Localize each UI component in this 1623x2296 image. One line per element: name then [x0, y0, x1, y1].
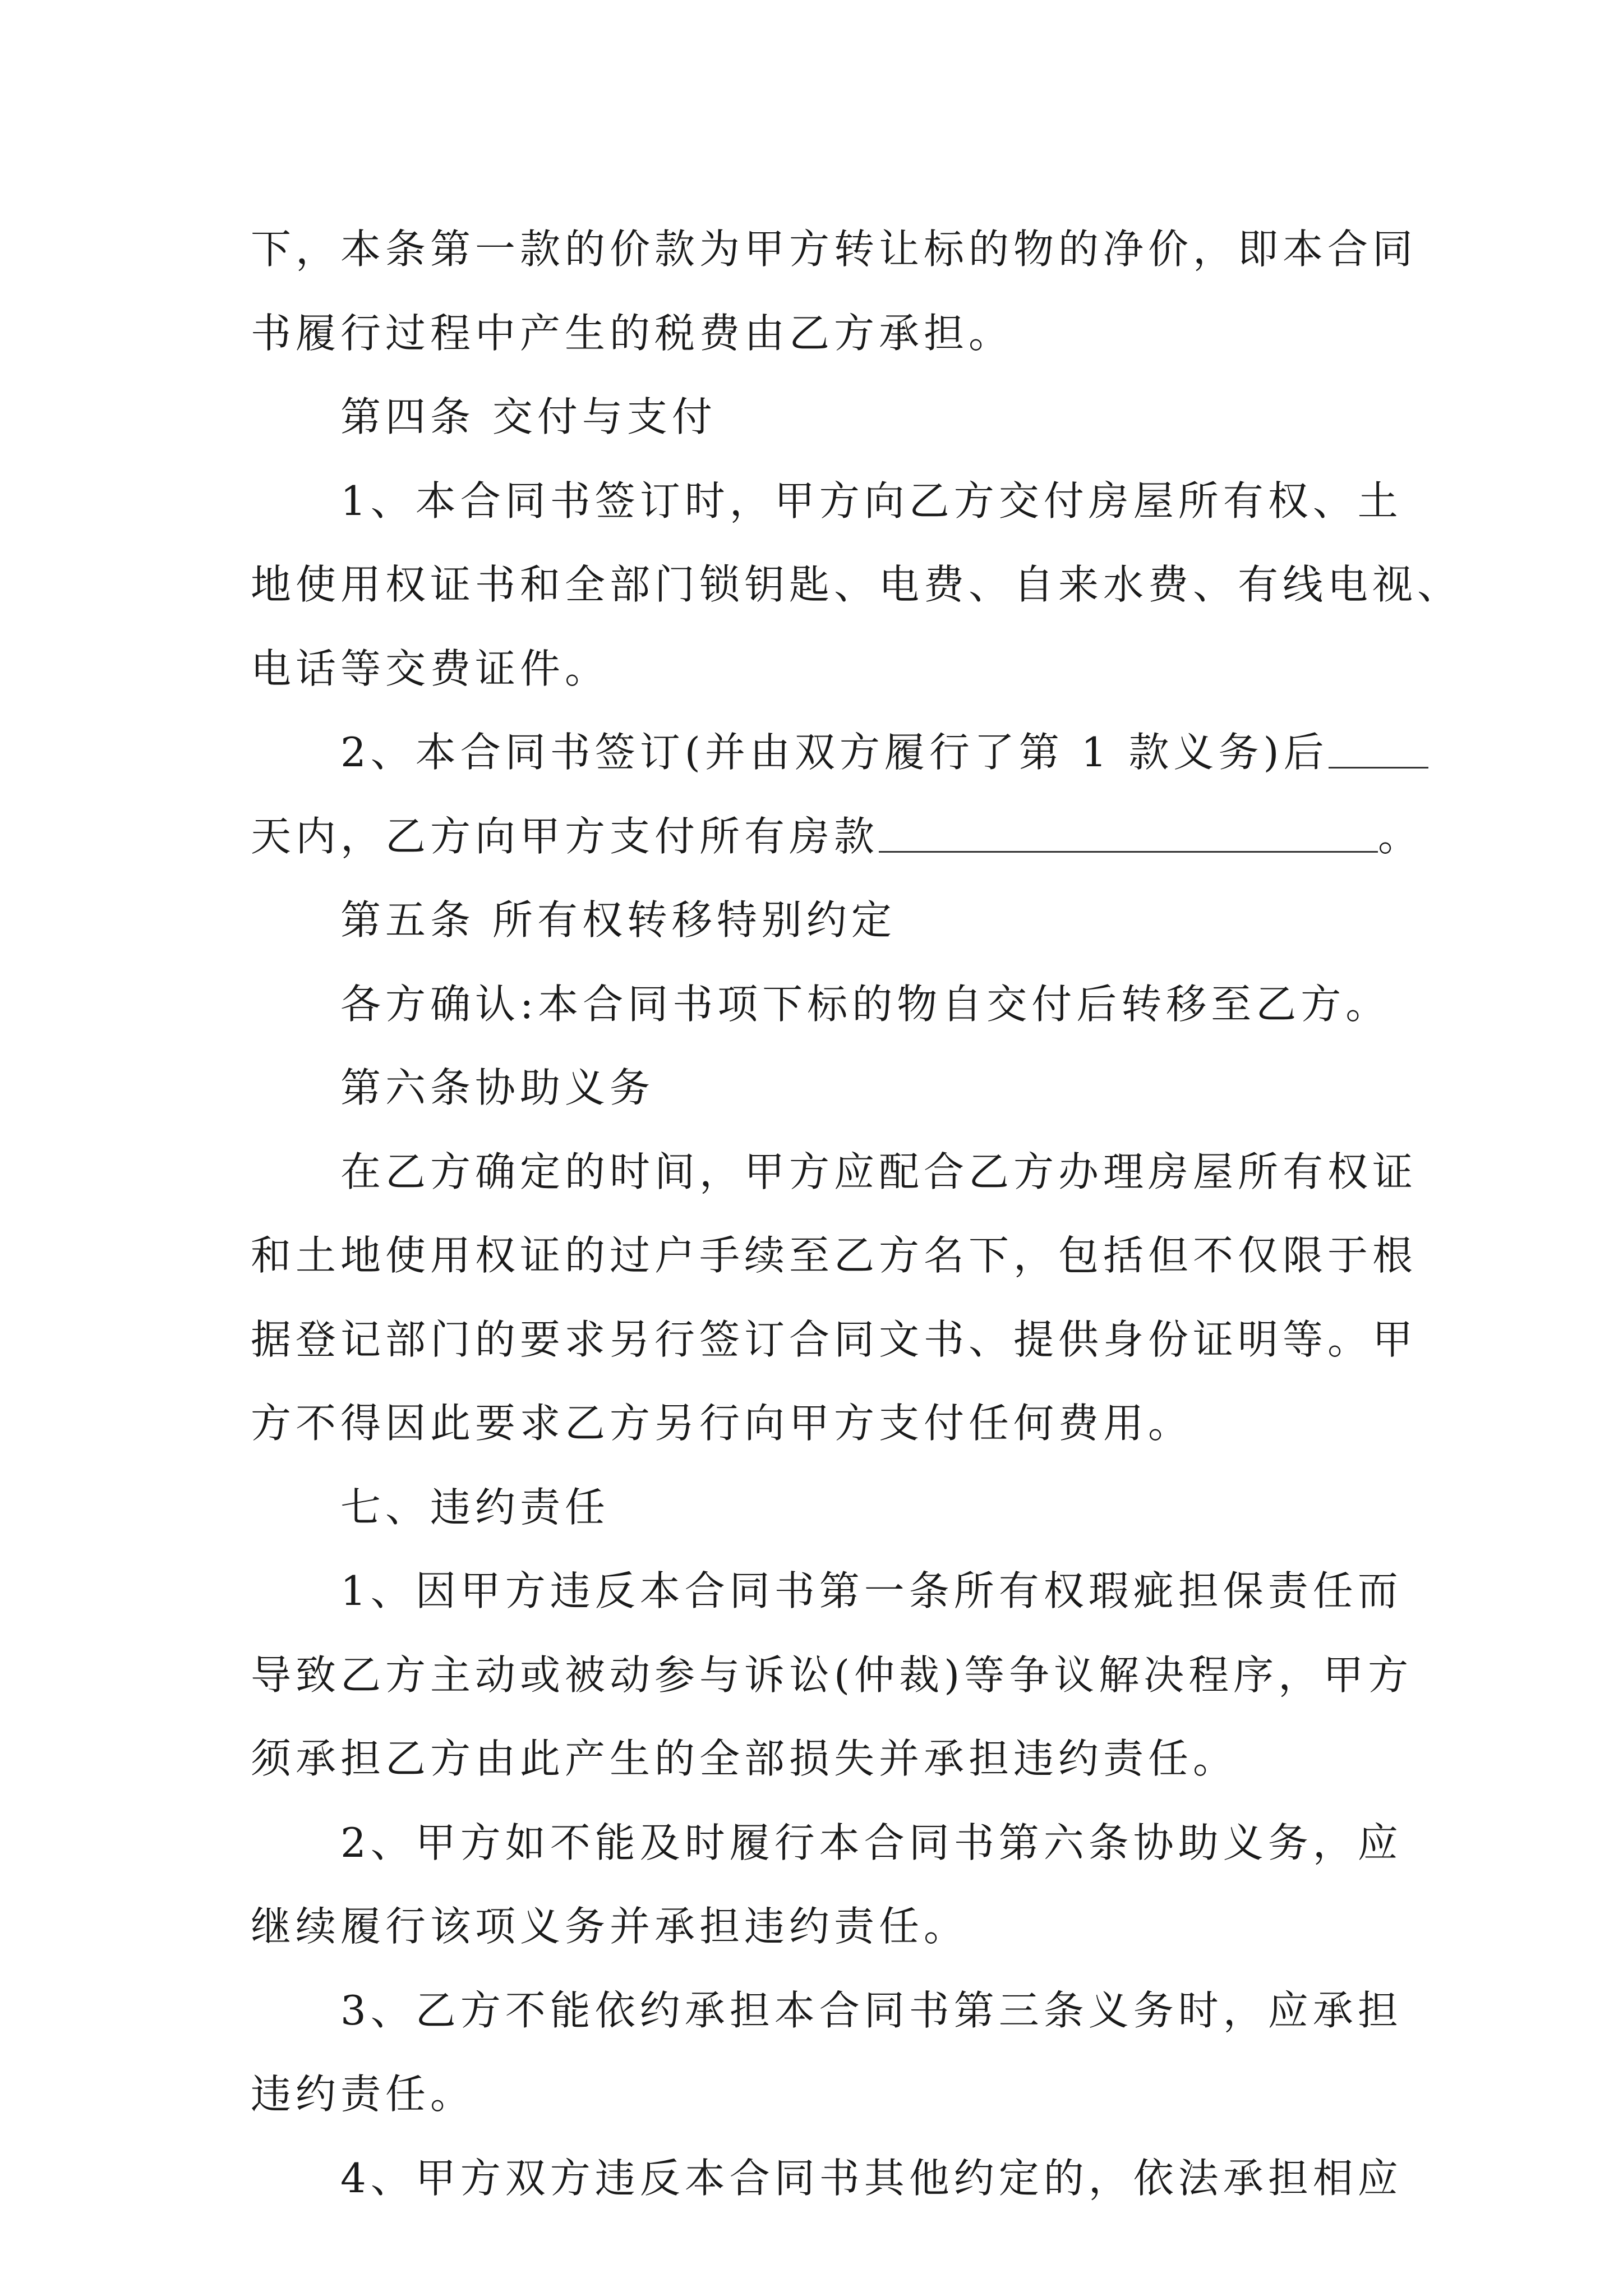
text-line: 书履行过程中产生的税费由乙方承担。	[251, 309, 1014, 357]
text-line: 方不得因此要求乙方另行向甲方支付任何费用。	[251, 1400, 1193, 1447]
text-line: 下，本条第一款的价款为甲方转让标的物的净价，即本合同	[251, 226, 1418, 273]
text-line: 3、乙方不能依约承担本合同书第三条义务时，应承担	[340, 1986, 1403, 2034]
text-line: 须承担乙方由此产生的全部损失并承担违约责任。	[251, 1735, 1238, 1782]
fill-in-blank-days	[1329, 733, 1428, 769]
section-heading-article-5: 第五条 所有权转移特别约定	[340, 896, 896, 944]
text-line: 地使用权证书和全部门锁钥匙、电费、自来水费、有线电视、	[251, 561, 1463, 608]
text-line: 1、本合同书签订时，甲方向乙方交付房屋所有权、土	[340, 477, 1403, 524]
text-line: 在乙方确定的时间，甲方应配合乙方办理房屋所有权证	[340, 1148, 1418, 1195]
text-line: 违约责任。	[251, 2070, 476, 2118]
text-line: 继续履行该项义务并承担违约责任。	[251, 1903, 969, 1950]
text-line: 2、甲方如不能及时履行本合同书第六条协助义务，应	[340, 1819, 1403, 1866]
section-heading-breach: 七、违约责任	[340, 1483, 610, 1531]
text-line: 各方确认:本合同书项下标的物自交付后转移至乙方。	[340, 980, 1391, 1028]
text-line	[251, 711, 1378, 795]
text-line: 1、因甲方违反本合同书第一条所有权瑕疵担保责任而	[340, 1567, 1403, 1614]
text-line: 据登记部门的要求另行签订合同文书、提供身份证明等。甲	[251, 1315, 1418, 1363]
document-body	[251, 208, 1463, 2220]
section-heading-article-4: 第四条 交付与支付	[340, 393, 717, 440]
text-line: 电话等交费证件。	[251, 645, 610, 692]
text-line	[251, 795, 1423, 879]
text-line: 和土地使用权证的过户手续至乙方名下，包括但不仅限于根	[251, 1232, 1418, 1279]
text-segment: 天内，乙方向甲方支付所有房款	[251, 812, 879, 860]
text-line: 导致乙方主动或被动参与诉讼(仲裁)等争议解决程序，甲方	[251, 1651, 1413, 1699]
fill-in-blank-amount	[879, 817, 1378, 853]
text-line: 4、甲方双方违反本合同书其他约定的，依法承担相应	[340, 2154, 1403, 2202]
text-segment: 。	[1378, 812, 1423, 860]
section-heading-article-6: 第六条协助义务	[340, 1064, 655, 1111]
text-segment: 2、本合同书签订(并由双方履行了第 1 款义务)后	[340, 729, 1329, 776]
